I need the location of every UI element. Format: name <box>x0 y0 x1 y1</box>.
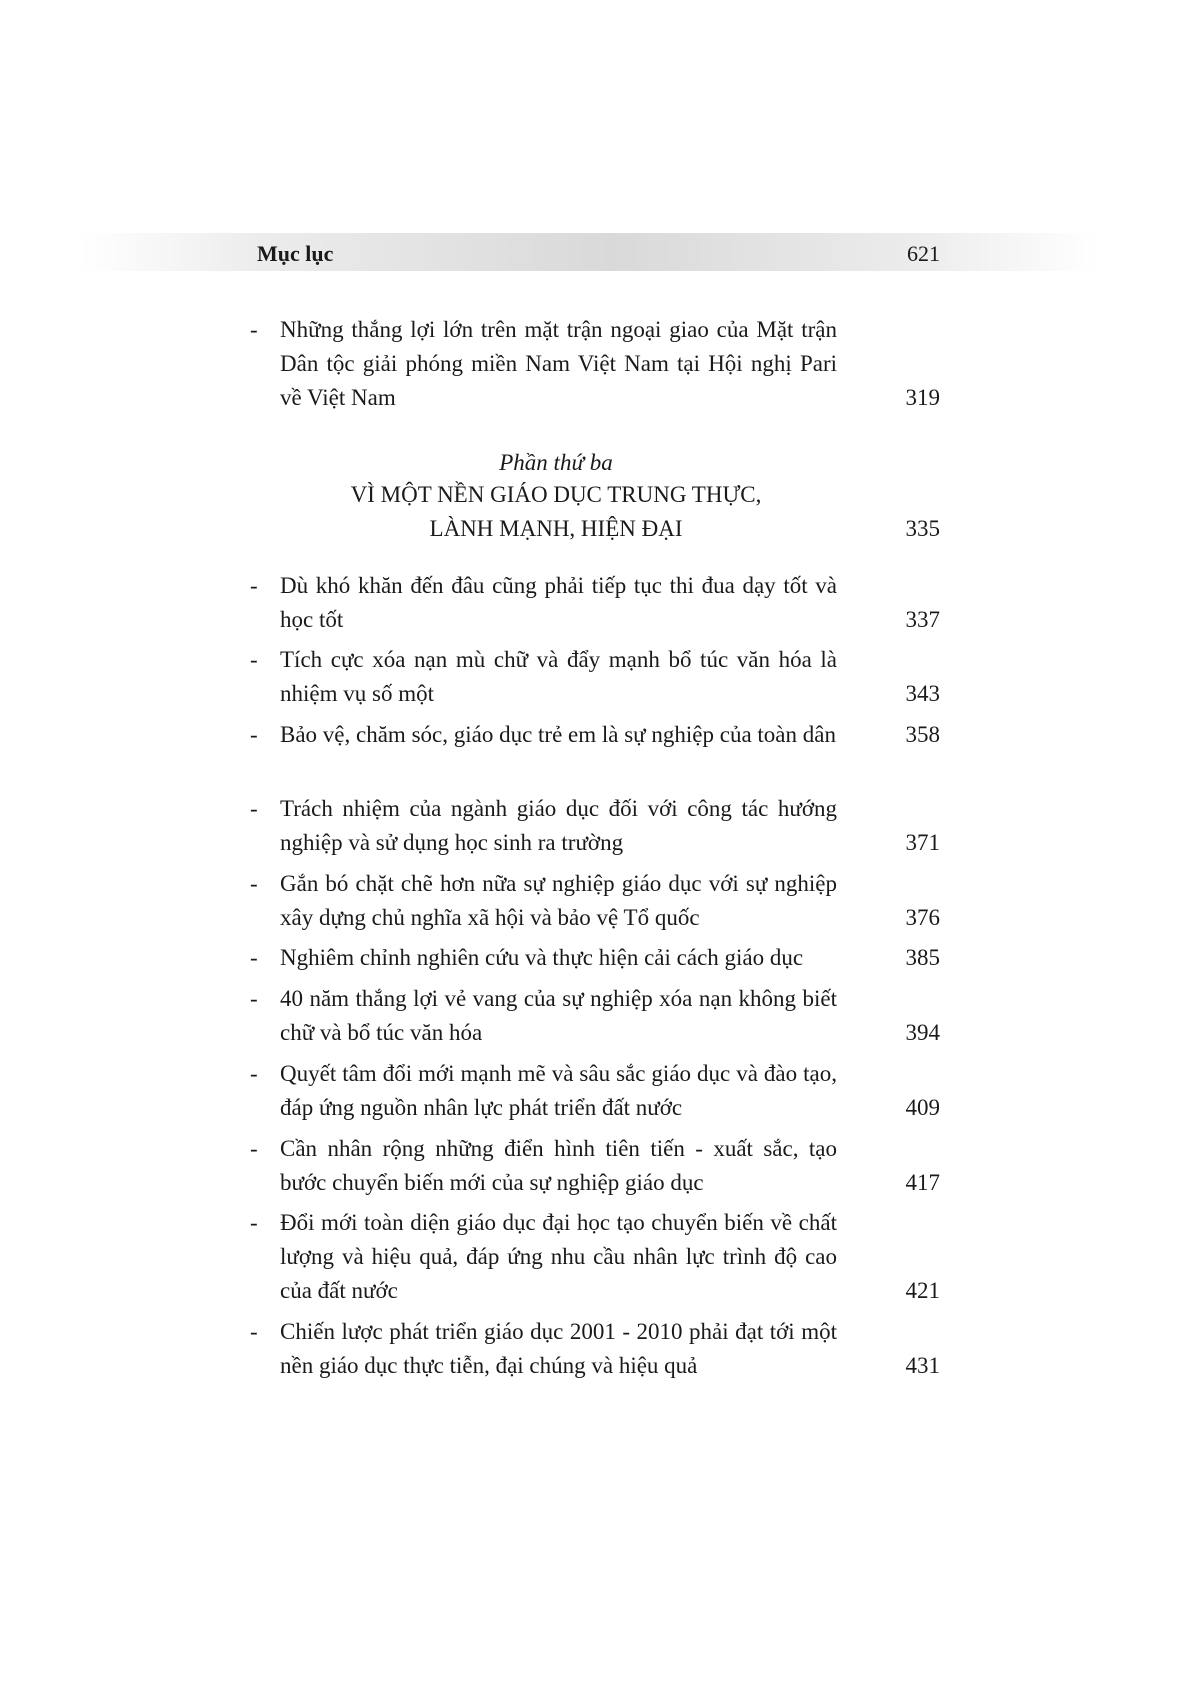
toc-entry <box>250 718 940 752</box>
header-band <box>80 233 1100 271</box>
toc-entry <box>250 313 940 415</box>
part-title-line-2: LÀNH MẠNH, HIỆN ĐẠI <box>429 516 683 541</box>
toc-entry-text: Nghiêm chỉnh nghiên cứu và thực hiện cải cách giáo dục <box>280 945 804 970</box>
toc-entry <box>250 1057 940 1125</box>
toc-entry-page: 385 <box>905 945 940 970</box>
toc-entry <box>250 643 940 711</box>
toc-entry-page: 343 <box>905 681 940 706</box>
part-label: Phần thứ ba <box>499 450 613 475</box>
part-title-line-1: VÌ MỘT NỀN GIÁO DỤC TRUNG THỰC, <box>350 482 762 507</box>
toc-entry-dash: - <box>250 1136 258 1161</box>
toc-entry-page: 371 <box>905 830 940 855</box>
toc-entry-page: 337 <box>905 607 940 632</box>
toc-entry-dash: - <box>250 1210 258 1235</box>
toc-entry-dash: - <box>250 1319 258 1344</box>
toc-entry-dash: - <box>250 317 258 342</box>
running-header-title: Mục lục <box>257 241 334 266</box>
toc-entry <box>250 569 940 637</box>
toc-entry <box>250 792 940 860</box>
toc-entry-page: 358 <box>905 722 940 747</box>
toc-entry-dash: - <box>250 1061 258 1086</box>
toc-entry-dash: - <box>250 986 258 1011</box>
toc-entry-text: Tích cực xóa nạn mù chữ và đẩy mạnh bổ túc văn hóa là nhiệm vụ số một <box>280 647 837 706</box>
toc-entry-text: Gắn bó chặt chẽ hơn nữa sự nghiệp giáo dục với sự nghiệp xây dựng chủ nghĩa xã hội và bảo vệ Tổ quốc <box>280 871 837 930</box>
toc-entry-dash: - <box>250 573 258 598</box>
toc-entry-text: Đổi mới toàn diện giáo dục đại học tạo chuyển biến về chất lượng và hiệu quả, đáp ứng nhu cầu nhân lực trình độ cao của đất nước <box>280 1210 837 1303</box>
toc-entry <box>250 1206 940 1308</box>
toc-entry-page: 417 <box>905 1170 940 1195</box>
toc-entry-dash: - <box>250 796 258 821</box>
toc-entry <box>250 941 940 975</box>
toc-entry-text: Trách nhiệm của ngành giáo dục đối với công tác hướng nghiệp và sử dụng học sinh ra trường <box>280 796 837 855</box>
toc-entry <box>250 1132 940 1200</box>
toc-entry-page: 319 <box>905 385 940 410</box>
part-page-number: 335 <box>905 516 940 541</box>
toc-entry-text: 40 năm thắng lợi vẻ vang của sự nghiệp xóa nạn không biết chữ và bổ túc văn hóa <box>280 986 837 1045</box>
toc-entry-page: 409 <box>905 1095 940 1120</box>
toc-entry <box>250 1315 940 1383</box>
toc-entry-text: Bảo vệ, chăm sóc, giáo dục trẻ em là sự nghiệp của toàn dân <box>280 722 836 747</box>
toc-entry-page: 376 <box>905 905 940 930</box>
toc-entry-page: 421 <box>905 1278 940 1303</box>
toc-entry-text: Những thắng lợi lớn trên mặt trận ngoại giao của Mặt trận Dân tộc giải phóng miền Nam Việt Nam tại Hội nghị Pari về Việt Nam <box>280 317 837 410</box>
toc-entry <box>250 982 940 1050</box>
toc-entry-text: Chiến lược phát triển giáo dục 2001 - 2010 phải đạt tới một nền giáo dục thực tiễn, đại chúng và hiệu quả <box>280 1319 837 1378</box>
toc-entry-page: 431 <box>905 1353 940 1378</box>
toc-entry-dash: - <box>250 945 258 970</box>
toc-entry-text: Quyết tâm đổi mới mạnh mẽ và sâu sắc giáo dục và đào tạo, đáp ứng nguồn nhân lực phát triển đất nước <box>280 1061 837 1120</box>
toc-entry <box>250 867 940 935</box>
toc-entry-text: Dù khó khăn đến đâu cũng phải tiếp tục thi đua dạy tốt và học tốt <box>280 573 837 632</box>
toc-entry-dash: - <box>250 871 258 896</box>
toc-entry-page: 394 <box>905 1020 940 1045</box>
toc-entry-dash: - <box>250 722 258 747</box>
toc-entry-dash: - <box>250 647 258 672</box>
running-header-page-number: 621 <box>907 241 940 266</box>
toc-entry-text: Cần nhân rộng những điển hình tiên tiến - xuất sắc, tạo bước chuyển biến mới của sự nghiệp giáo dục <box>280 1136 837 1195</box>
